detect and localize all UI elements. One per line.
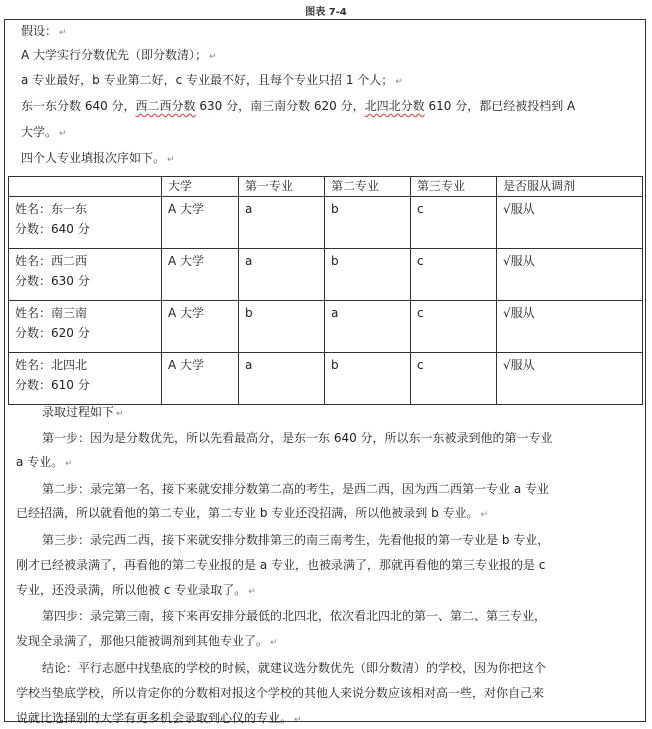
step3-line3: 专业，还没录满，所以他被 c 专业录取了。 ↵ [16, 583, 256, 597]
second-major-cell: b [325, 353, 411, 405]
assumption-line-3: 东一东分数 640 分，西二西分数 630 分，南三南分数 620 分，北四北分数 610 分，都已经被投档到 A [21, 99, 576, 113]
first-major-cell: a [239, 197, 325, 249]
table-header-row [9, 177, 643, 197]
second-major-cell: b [325, 197, 411, 249]
step2-line2: 已经招满，所以就看他的第二专业，第二专业 b 专业还没招满，所以他被录到 b 专业。 ↵ [16, 506, 489, 520]
header-cell: 第二专业 [325, 177, 411, 197]
student-cell: 姓名：南三南 分数：620 分 [9, 301, 162, 353]
second-major-cell: b [325, 249, 411, 301]
first-major-cell: a [239, 249, 325, 301]
third-major-cell: c [411, 353, 497, 405]
third-major-cell: c [411, 301, 497, 353]
table-row [9, 249, 643, 301]
university-cell: A 大学 [162, 197, 239, 249]
university-cell: A 大学 [162, 301, 239, 353]
conclusion-line1: 结论：平行志愿中找垫底的学校的时候，就建议选分数优先（即分数清）的学校，因为你把这个 [42, 661, 547, 675]
step1-line2: a 专业。 ↵ [16, 455, 73, 469]
step4-line2: 发现全录满了，那他只能被调剂到其他专业了。 ↵ [16, 634, 278, 648]
university-cell: A 大学 [162, 249, 239, 301]
third-major-cell: c [411, 197, 497, 249]
first-major-cell: a [239, 353, 325, 405]
step2-line1: 第二步：录完第一名，接下来就安排分数第二高的考生，是西二西，因为西二西第一专业 a 专业 [42, 482, 549, 496]
step3-line1: 第三步：录完西二西，接下来就安排分数排第三的南三南考生，先看他报的第一专业是 b 专业， [42, 533, 550, 547]
second-major-cell: a [325, 301, 411, 353]
first-major-cell: b [239, 301, 325, 353]
student-cell: 姓名：东一东 分数：640 分 [9, 197, 162, 249]
step4-line1: 第四步：录完第三南，接下来再安排分最低的北四北，依次看北四北的第一、第二、第三专业， [42, 609, 547, 623]
step3-line2: 刚才已经被录满了，再看他的第二专业报的是 a 专业，也被录满了，那就再看他的第三专业报的是 c [16, 558, 546, 572]
preference-table [8, 176, 643, 405]
table-row [9, 353, 643, 405]
header-cell [9, 177, 162, 197]
assumption-heading: 假设： ↵ [21, 24, 67, 38]
table-row [9, 301, 643, 353]
adjust-cell: √服从 [497, 353, 643, 405]
assumption-line-4: 大学。 ↵ [21, 125, 67, 139]
table-row [9, 197, 643, 249]
third-major-cell: c [411, 249, 497, 301]
adjust-cell: √服从 [497, 301, 643, 353]
paragraph-mark: ↵ [59, 28, 67, 38]
header-cell: 大学 [162, 177, 239, 197]
step1-line1: 第一步：因为是分数优先，所以先看最高分，是东一东 640 分，所以东一东被录到他的第一专业 [42, 431, 553, 445]
header-cell: 第三专业 [411, 177, 497, 197]
process-heading: 录取过程如下 ↵ [42, 405, 124, 419]
figure-caption: 图表 7-4 [305, 7, 347, 18]
header-cell: 第一专业 [239, 177, 325, 197]
assumption-line-1: A 大学实行分数优先（即分数清）； ↵ [21, 48, 217, 62]
conclusion-line3: 说就比选择别的大学有更多机会录取到心仪的专业。 ↵ [16, 711, 302, 725]
university-cell: A 大学 [162, 353, 239, 405]
assumption-line-2: a 专业最好，b 专业第二好，c 专业最不好，且每个专业只招 1 个人； ↵ [21, 73, 403, 87]
assumption-line-5: 四个人专业填报次序如下。 ↵ [21, 151, 175, 165]
student-cell: 姓名：西二西 分数：630 分 [9, 249, 162, 301]
header-cell: 是否服从调剂 [497, 177, 643, 197]
student-cell: 姓名：北四北 分数：610 分 [9, 353, 162, 405]
conclusion-line2: 学校当垫底学校，所以肯定你的分数相对报这个学校的其他人来说分数应该相对高一些，对你自己来 [16, 686, 545, 700]
adjust-cell: √服从 [497, 197, 643, 249]
adjust-cell: √服从 [497, 249, 643, 301]
